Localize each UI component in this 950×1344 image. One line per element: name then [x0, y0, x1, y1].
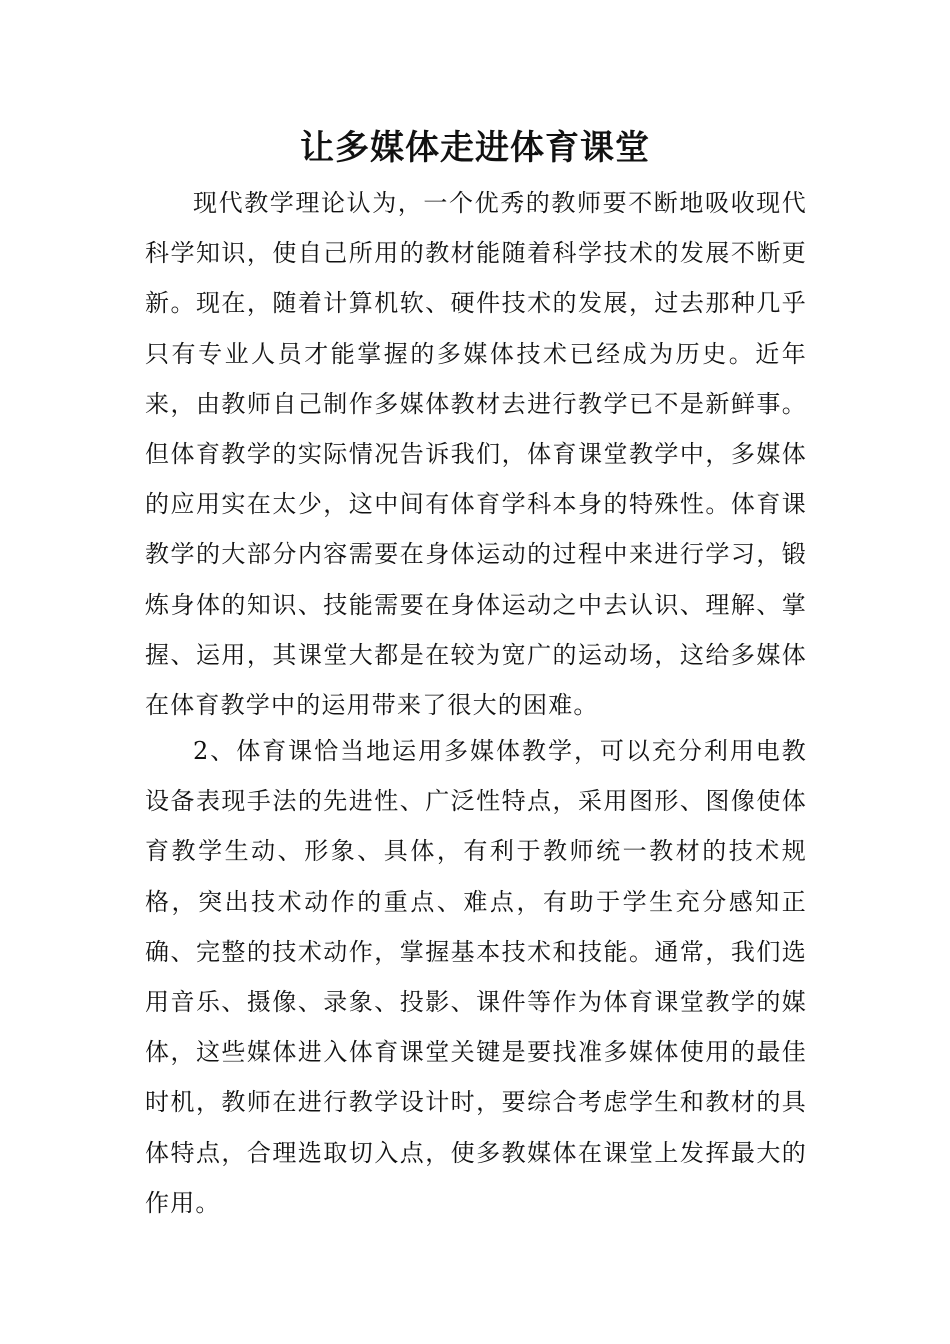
paragraph-2: 2、体育课恰当地运用多媒体教学，可以充分利用电教设备表现手法的先进性、广泛性特点，采用图形、图像使体育教学生动、形象、具体，有利于教师统一教材的技术规格，突出技术动作的重点、难点，有助于学生充分感知正确、完整的技术动作，掌握基本技术和技能。通常，我们选用音乐、摄像、录象、投影、课件等作为体育课堂教学的媒体，这些媒体进入体育课堂关键是要找准多媒体使用的最佳时机，教师在进行教学设计时，要综合考虑学生和教材的具体特点，合理选取切入点，使多教媒体在课堂上发挥最大的作用。	[145, 737, 807, 1217]
document-title: 让多媒体走进体育课堂	[300, 128, 650, 168]
paragraph-1: 现代教学理论认为，一个优秀的教师要不断地吸收现代科学知识，使自己所用的教材能随着科学技术的发展不断更新。现在，随着计算机软、硬件技术的发展，过去那种几乎只有专业人员才能掌握的多媒体技术已经成为历史。近年来，由教师自己制作多媒体教材去进行教学已不是新鲜事。但体育教学的实际情况告诉我们，体育课堂教学中，多媒体的应用实在太少，这中间有体育学科本身的特殊性。体育课教学的大部分内容需要在身体运动的过程中来进行学习，锻炼身体的知识、技能需要在身体运动之中去认识、理解、掌握、运用，其课堂大都是在较为宽广的运动场，这给多媒体在体育教学中的运用带来了很大的困难。	[145, 189, 807, 720]
